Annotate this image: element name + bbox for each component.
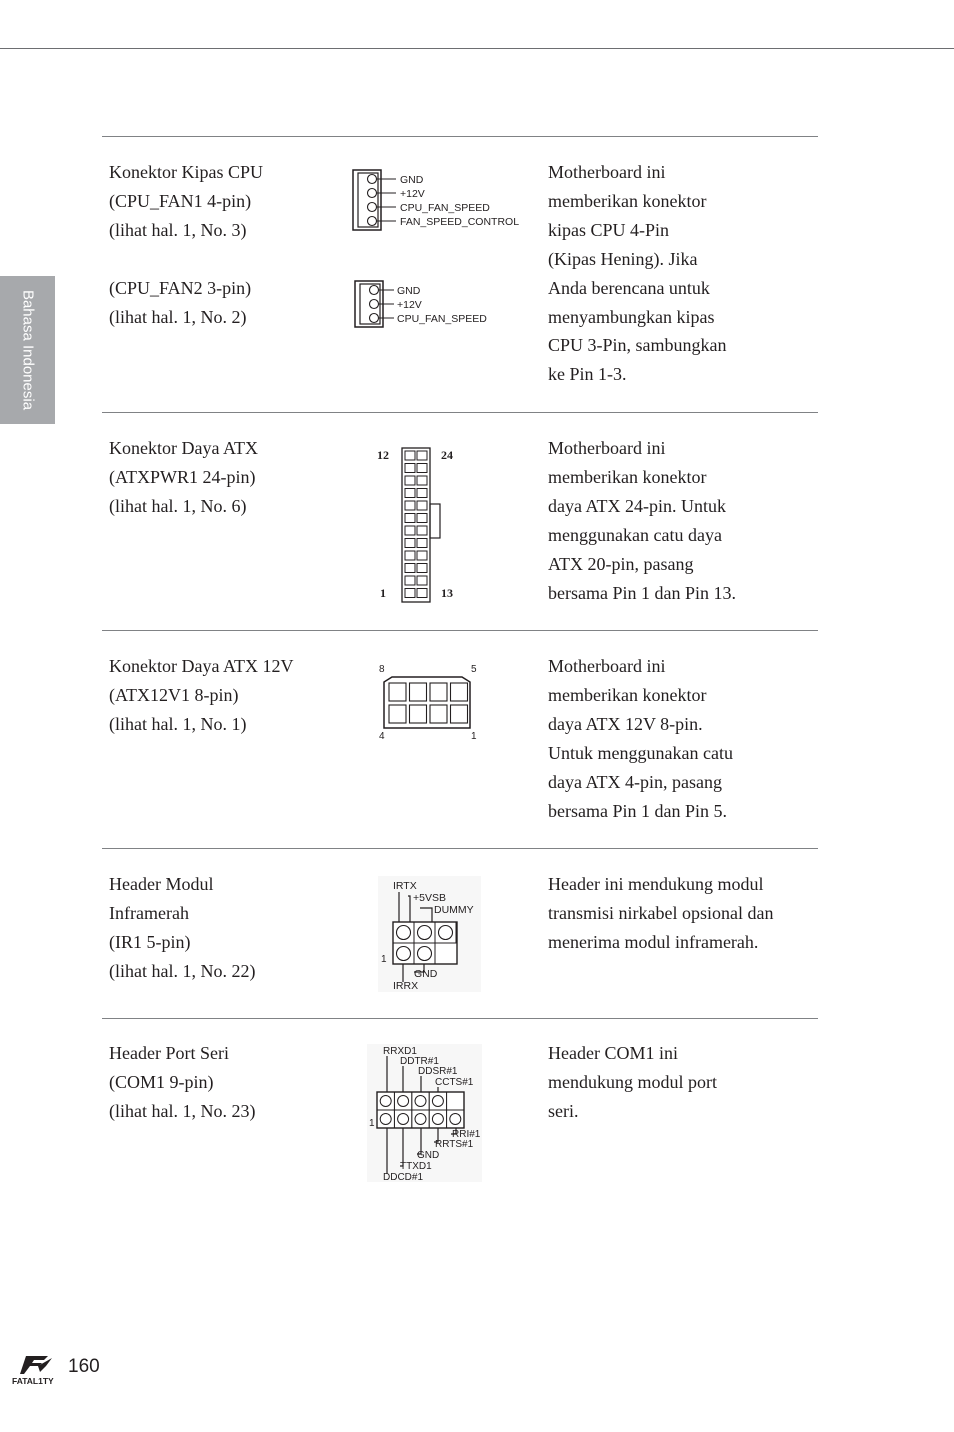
- atx-24pin-diagram: [374, 446, 464, 604]
- text-line: Motherboard ini: [548, 162, 666, 182]
- pin-label: DDSR#1: [418, 1066, 458, 1077]
- header-rule: [0, 48, 954, 49]
- text-line: ATX 20-pin, pasang: [548, 553, 694, 574]
- pin-label: DDCD#1: [383, 1172, 424, 1183]
- pin-label: DUMMY: [434, 904, 474, 916]
- text-line: Motherboard ini: [548, 656, 666, 676]
- language-side-tab: [0, 276, 55, 424]
- pin-label: +5VSB: [413, 892, 446, 904]
- atx-power-connector-name: [109, 434, 339, 521]
- text-line: (lihat hal. 1, No. 3): [109, 219, 247, 240]
- connector-pin: [389, 683, 406, 701]
- pin-number: 5: [471, 664, 477, 675]
- pin-label: RRXD1: [383, 1046, 417, 1057]
- text-line: Konektor Daya ATX: [109, 438, 258, 458]
- text-line: mendukung modul port: [548, 1071, 717, 1092]
- connector-pin: [451, 683, 468, 701]
- pin-number: 1: [471, 731, 477, 742]
- text-line: kipas CPU 4-Pin: [548, 219, 670, 240]
- pin-number: 24: [441, 448, 453, 462]
- connector-pin: [405, 576, 415, 585]
- text-line: ke Pin 1-3.: [548, 364, 627, 385]
- text-line: memberikan konektor: [548, 684, 707, 705]
- pin-number: 12: [377, 448, 389, 462]
- connector-pin: [410, 705, 427, 723]
- row-divider: [102, 136, 818, 137]
- connector-pin: [430, 705, 447, 723]
- text-line: Konektor Kipas CPU: [109, 162, 263, 182]
- connector-pin: [417, 501, 427, 510]
- connector-pin: [405, 539, 415, 548]
- text-line: transmisi nirkabel opsional dan: [548, 902, 774, 923]
- text-line: Inframerah: [109, 902, 189, 923]
- connector-pin: [405, 489, 415, 498]
- connector-pin: [405, 551, 415, 560]
- logo-wordmark: FATAL1TY: [12, 1376, 54, 1386]
- fatal1ty-logo: [12, 1354, 62, 1388]
- pin-label: RRI#1: [452, 1129, 481, 1140]
- ir-5pin-diagram: [378, 876, 483, 994]
- pin-label: FAN_SPEED_CONTROL: [400, 216, 520, 228]
- cpu-fan-connector-name: [109, 158, 339, 331]
- connector-pin: [405, 564, 415, 573]
- text-line: CPU 3-Pin, sambungkan: [548, 335, 727, 356]
- connector-pin: [405, 476, 415, 485]
- pin-label: RRTS#1: [435, 1139, 474, 1150]
- connector-pin: [417, 451, 427, 460]
- connector-pin: [417, 551, 427, 560]
- pin-label: IRRX: [393, 980, 419, 992]
- connector-pin: [405, 501, 415, 510]
- pin-label: GND: [397, 285, 421, 297]
- connector-pin: [405, 526, 415, 535]
- pin-label: +12V: [397, 299, 422, 311]
- connector-pin: [417, 539, 427, 548]
- com-9pin-diagram: [367, 1044, 483, 1184]
- connector-pin: [389, 705, 406, 723]
- atx12v-connector-name: [109, 652, 339, 739]
- text-line: (COM1 9-pin): [109, 1071, 214, 1092]
- connector-pin: [405, 589, 415, 598]
- text-line: (IR1 5-pin): [109, 931, 191, 952]
- pin-label: IRTX: [393, 880, 417, 892]
- pin-number: 4: [379, 731, 385, 742]
- pin-number: 8: [379, 664, 385, 675]
- pin-label: DDTR#1: [400, 1056, 439, 1067]
- pin-label: TTXD1: [400, 1161, 432, 1172]
- row-divider: [102, 412, 818, 413]
- connector-pin: [417, 589, 427, 598]
- cpu-fan2-3pin-diagram: [354, 280, 494, 330]
- atx-power-description: [548, 434, 816, 607]
- serial-port-header-name: [109, 1039, 339, 1126]
- text-line: Konektor Daya ATX 12V: [109, 656, 294, 676]
- serial-port-description: [548, 1039, 816, 1126]
- cpu-fan-description: [548, 158, 816, 389]
- text-line: Header Port Seri: [109, 1043, 229, 1063]
- text-line: (lihat hal. 1, No. 23): [109, 1100, 256, 1121]
- pin-label: GND: [414, 968, 438, 980]
- text-line: Anda berencana untuk: [548, 277, 710, 298]
- text-line: (ATXPWR1 24-pin): [109, 466, 256, 487]
- text-line: memberikan konektor: [548, 190, 707, 211]
- connector-pin: [417, 564, 427, 573]
- text-line: memberikan konektor: [548, 466, 707, 487]
- text-line: (CPU_FAN2 3-pin): [109, 277, 252, 298]
- atx12v-description: [548, 652, 816, 825]
- connector-pin: [405, 514, 415, 523]
- connector-pin: [451, 705, 468, 723]
- atx12v-8pin-diagram: [376, 660, 486, 744]
- connector-pin: [417, 489, 427, 498]
- connector-pin: [417, 526, 427, 535]
- pin-number: 1: [381, 954, 387, 965]
- connector-pin: [417, 576, 427, 585]
- text-line: Untuk menggunakan catu: [548, 742, 733, 763]
- text-line: menerima modul inframerah.: [548, 931, 759, 952]
- pin-number: 1: [369, 1118, 375, 1129]
- ir-header-description: [548, 870, 816, 957]
- connector-pin: [410, 683, 427, 701]
- text-line: (lihat hal. 1, No. 1): [109, 713, 247, 734]
- text-line: (ATX12V1 8-pin): [109, 684, 239, 705]
- pin-label: GND: [400, 174, 424, 186]
- text-line: (Kipas Hening). Jika: [548, 248, 698, 269]
- connector-pin: [405, 451, 415, 460]
- page-number: 160: [68, 1356, 100, 1377]
- pin-label: CPU_FAN_SPEED: [397, 313, 487, 325]
- text-line: Header ini mendukung modul: [548, 874, 764, 894]
- text-line: bersama Pin 1 dan Pin 13.: [548, 582, 736, 603]
- text-line: seri.: [548, 1100, 579, 1121]
- text-line: menggunakan catu daya: [548, 524, 722, 545]
- text-line: [109, 245, 339, 274]
- pin-label: CPU_FAN_SPEED: [400, 202, 490, 214]
- connector-pin: [417, 514, 427, 523]
- text-line: daya ATX 24-pin. Untuk: [548, 495, 726, 516]
- pin-label: CCTS#1: [435, 1077, 474, 1088]
- connector-pin: [430, 683, 447, 701]
- text-line: Header Modul: [109, 874, 214, 894]
- text-line: daya ATX 4-pin, pasang: [548, 771, 722, 792]
- pin-number: 13: [441, 586, 453, 600]
- text-line: (lihat hal. 1, No. 2): [109, 306, 247, 327]
- row-divider: [102, 1018, 818, 1019]
- text-line: Motherboard ini: [548, 438, 666, 458]
- connector-pin: [417, 464, 427, 473]
- connector-pin: [405, 464, 415, 473]
- connector-pin: [417, 476, 427, 485]
- row-divider: [102, 848, 818, 849]
- cpu-fan1-4pin-diagram: [352, 168, 522, 232]
- text-line: daya ATX 12V 8-pin.: [548, 713, 703, 734]
- text-line: (lihat hal. 1, No. 22): [109, 960, 256, 981]
- text-line: bersama Pin 1 dan Pin 5.: [548, 800, 727, 821]
- ir-header-name: [109, 870, 339, 986]
- text-line: menyambungkan kipas: [548, 306, 715, 327]
- text-line: (CPU_FAN1 4-pin): [109, 190, 252, 211]
- row-divider: [102, 630, 818, 631]
- pin-label: +12V: [400, 188, 425, 200]
- text-line: Header COM1 ini: [548, 1043, 678, 1063]
- text-line: (lihat hal. 1, No. 6): [109, 495, 247, 516]
- pin-number: 1: [380, 586, 386, 600]
- pin-label: GND: [417, 1150, 440, 1161]
- side-tab-label: Bahasa Indonesia: [19, 289, 36, 411]
